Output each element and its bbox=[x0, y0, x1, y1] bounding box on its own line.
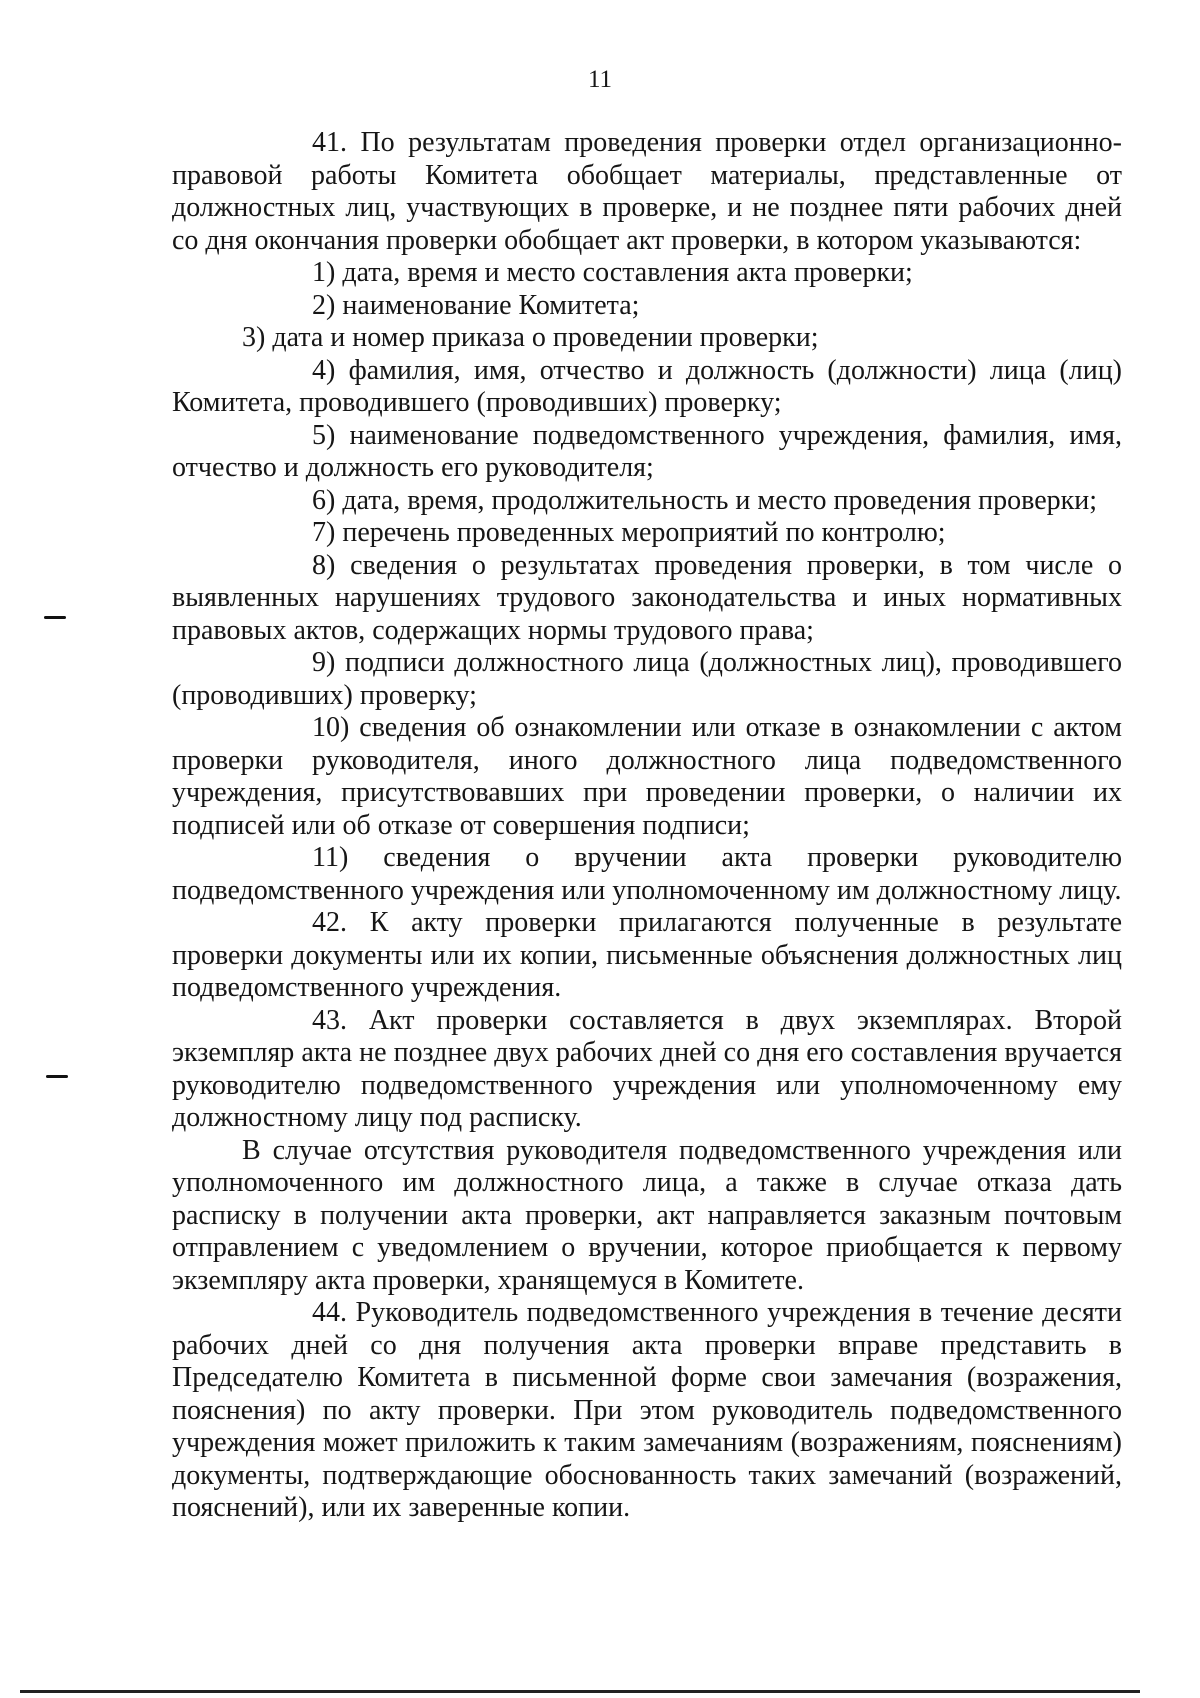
item-number: 1) bbox=[312, 257, 336, 288]
item-text: фамилия, имя, отчество и должность (должности) лица (лиц) Комитета, проводившего (проводивших) проверку; bbox=[172, 354, 1123, 418]
paragraph-42 bbox=[172, 907, 1122, 1005]
item-text: Руководитель подведомственного учреждения в течение десяти рабочих дней со дня получения акта проверки вправе представить в Председателю Комитета в письменной форме свои замечания (возражения, пояснения) по акту проверки. При этом руководитель подведомственного учреждения может приложить к таким замечаниям (возражениям, пояснениям) документы, подтверждающие обоснованность таких замечаний (возражений, пояснений), или их заверенные копии. bbox=[172, 1297, 1123, 1523]
item-text: дата, время, продолжительность и место проведения проверки; bbox=[342, 484, 1097, 516]
list-item-4 bbox=[172, 355, 1122, 420]
item-number: 5) bbox=[312, 419, 336, 451]
item-number: 2) bbox=[312, 289, 336, 321]
item-text: В случае отсутствия руководителя подведомственного учреждения или уполномоченного им должностного лица, а также в случае отказа дать расписку в получении акта проверки, акт направляется заказным почтовым отправлением с уведомлением о вручении, которое приобщается к первому экземпляру акта проверки, хранящемуся в Комитете. bbox=[172, 1134, 1122, 1296]
list-item-5 bbox=[172, 420, 1122, 485]
paragraph-43-continuation bbox=[172, 1135, 1122, 1298]
list-item-1 bbox=[172, 257, 1122, 290]
list-item-3 bbox=[172, 322, 1122, 355]
document-body bbox=[172, 127, 1122, 1525]
item-text: сведения о результатах проведения проверки, в том числе о выявленных нарушениях трудового законодательства и иных нормативных правовых актов, содержащих нормы трудового права; bbox=[172, 549, 1123, 646]
item-number: 6) bbox=[312, 484, 336, 516]
list-item-2 bbox=[172, 290, 1122, 323]
list-item-9 bbox=[172, 647, 1122, 712]
item-number: 4) bbox=[312, 354, 336, 386]
item-text: подписи должностного лица (должностных лиц), проводившего (проводивших) проверку; bbox=[172, 647, 1122, 711]
item-text: По результатам проведения проверки отдел организационно-правовой работы Комитета обобщает материалы, представленные от должностных лиц, участвующих в проверке, и не позднее пяти рабочих дней со дня окончания проверки обобщает акт проверки, в котором указываются: bbox=[172, 127, 1122, 256]
item-number: 42. bbox=[312, 907, 347, 938]
list-item-10 bbox=[172, 712, 1122, 842]
item-number: 11) bbox=[312, 842, 349, 873]
list-item-6 bbox=[172, 485, 1122, 518]
page-bottom-edge bbox=[20, 1690, 1140, 1693]
item-text: К акту проверки прилагаются полученные в результате проверки документы или их копии, письменные объяснения должностных лиц подведомственного учреждения. bbox=[172, 907, 1123, 1003]
item-text: Акт проверки составляется в двух экземплярах. Второй экземпляр акта не позднее двух рабочих дней со дня его составления вручается руководителю подведомственного учреждения или уполномоченному ему должностному лицу под расписку. bbox=[172, 1004, 1122, 1133]
item-text: сведения об ознакомлении или отказе в ознакомлении с актом проверки руководителя, иного должностного лица подведомственного учреждения, присутствовавших при проведении проверки, о наличии их подписей или об отказе от совершения подписи; bbox=[172, 712, 1122, 841]
item-number: 3) bbox=[242, 322, 266, 353]
page-number: 11 bbox=[587, 66, 613, 93]
scan-mark bbox=[44, 616, 66, 619]
scan-mark bbox=[46, 1075, 68, 1078]
item-text: наименование Комитета; bbox=[342, 289, 640, 321]
list-item-7 bbox=[172, 517, 1122, 550]
item-number: 44. bbox=[312, 1297, 347, 1328]
item-text: наименование подведомственного учреждения, фамилия, имя, отчество и должность его руководителя; bbox=[172, 419, 1122, 483]
list-item-11 bbox=[172, 842, 1122, 907]
item-number: 41. bbox=[312, 127, 347, 158]
item-number: 43. bbox=[312, 1004, 347, 1036]
paragraph-43 bbox=[172, 1005, 1122, 1135]
item-text: сведения о вручении акта проверки руководителю подведомственного учреждения или уполномоченному им должностному лицу. bbox=[172, 842, 1122, 906]
paragraph-41 bbox=[172, 127, 1122, 257]
item-text: дата, время и место составления акта проверки; bbox=[342, 257, 913, 288]
paragraph-44 bbox=[172, 1297, 1122, 1525]
item-number: 10) bbox=[312, 712, 350, 743]
item-number: 7) bbox=[312, 517, 336, 548]
item-text: перечень проведенных мероприятий по контролю; bbox=[342, 517, 946, 548]
item-number: 9) bbox=[312, 647, 336, 678]
item-number: 8) bbox=[312, 549, 336, 581]
item-text: дата и номер приказа о проведении проверки; bbox=[272, 322, 819, 353]
list-item-8 bbox=[172, 550, 1122, 648]
